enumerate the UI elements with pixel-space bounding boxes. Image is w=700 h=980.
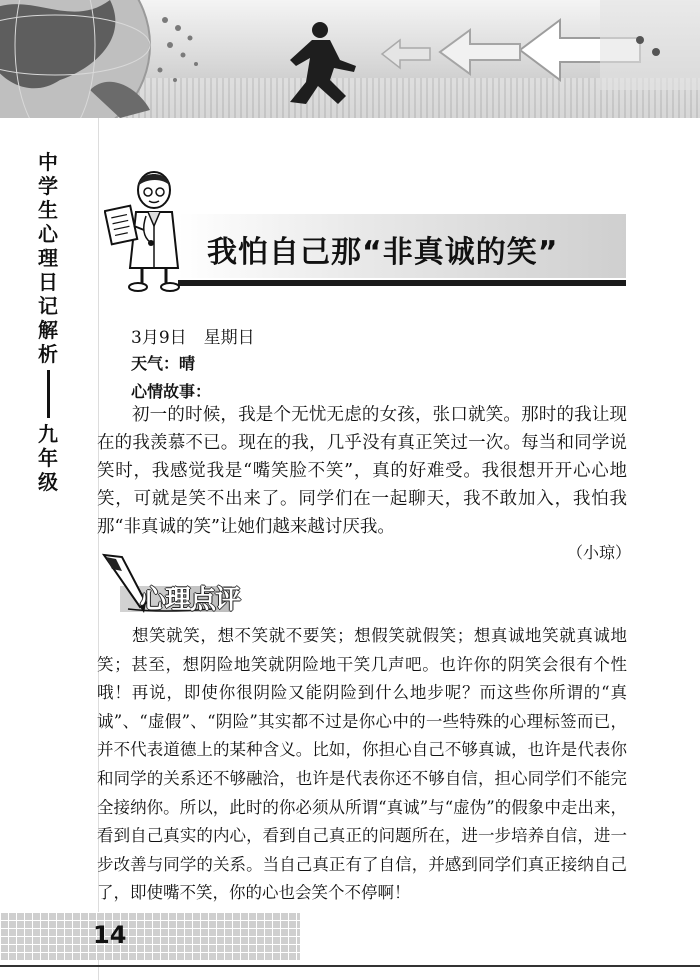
side-title-char: 年 <box>38 446 58 470</box>
diary-body: 初一的时候，我是个无忧无虑的女孩，张口就笑。那时的我让现在的我羡慕不已。现在的我，几乎没有真正笑过一次。每当和同学说笑时，我感觉我是“嘴笑脸不笑”，真的好难受。我很想开开心心地笑，可就是笑不出来了。同学们在一起聊天，我不敢加入，我怕我那“非真诚的笑”让她们越来越讨厌我。 <box>97 405 627 537</box>
banner-art <box>0 0 700 118</box>
diary-author: （小琼） <box>567 543 632 562</box>
header-banner <box>0 0 700 118</box>
side-title-char: 心 <box>38 222 58 246</box>
diary-weather: 天气：晴 <box>131 354 196 373</box>
doctor-icon <box>104 168 194 293</box>
diary-mood-label: 心情故事： <box>131 382 212 401</box>
globe-icon <box>0 0 150 118</box>
side-title-dash <box>47 370 50 418</box>
dot-pattern-icon <box>158 17 199 82</box>
side-title-char: 记 <box>38 294 58 318</box>
side-title-char: 级 <box>38 470 58 494</box>
arrows-icon <box>382 0 700 90</box>
runner-icon <box>290 22 356 104</box>
side-title-char: 学 <box>38 174 58 198</box>
side-title-char: 理 <box>38 246 58 270</box>
side-title-char: 日 <box>38 270 58 294</box>
side-title-char: 生 <box>38 198 58 222</box>
side-title-char: 析 <box>38 342 58 366</box>
side-title-char: 中 <box>38 150 58 174</box>
side-title-char: 解 <box>38 318 58 342</box>
diary-date: 3月9日 星期日 <box>131 328 255 348</box>
side-title-char: 九 <box>38 422 58 446</box>
footer-rule <box>0 965 700 967</box>
comment-body: 想笑就笑，想不笑就不要笑；想假笑就假笑；想真诚地笑就真诚地笑；甚至，想阴险地笑就阴险地干笑几声吧。也许你的阴笑会很有个性哦！再说，即使你很阴险又能阴险到什么地步呢？而这些你所谓的“真诚”、“虚假”、“阴险”其实都不过是你心中的一些特殊的心理标签而已，并不代表道德上的某种含义。比如，你担心自己不够真诚，也许是代表你和同学的关系还不够融洽，也许是代表你还不够自信，担心同学们不能完全接纳你。所以，此时的你必须从所谓“真诚”与“虚伪”的假象中走出来，看到自己真实的内心，看到自己真正的问题所在，进一步培养自信，进一步改善与同学的关系。当自己真正有了自信，并感到同学们真正接纳自己了，即使嘴不笑，你的心也会笑个不停啊！ <box>97 626 627 903</box>
page-number: 14 <box>93 921 127 949</box>
article-title: 我怕自己那“非真诚的笑” <box>207 235 559 270</box>
comment-label: 心理点评 <box>140 585 241 615</box>
side-book-title <box>31 150 65 494</box>
footer-grid-pattern <box>0 912 300 960</box>
